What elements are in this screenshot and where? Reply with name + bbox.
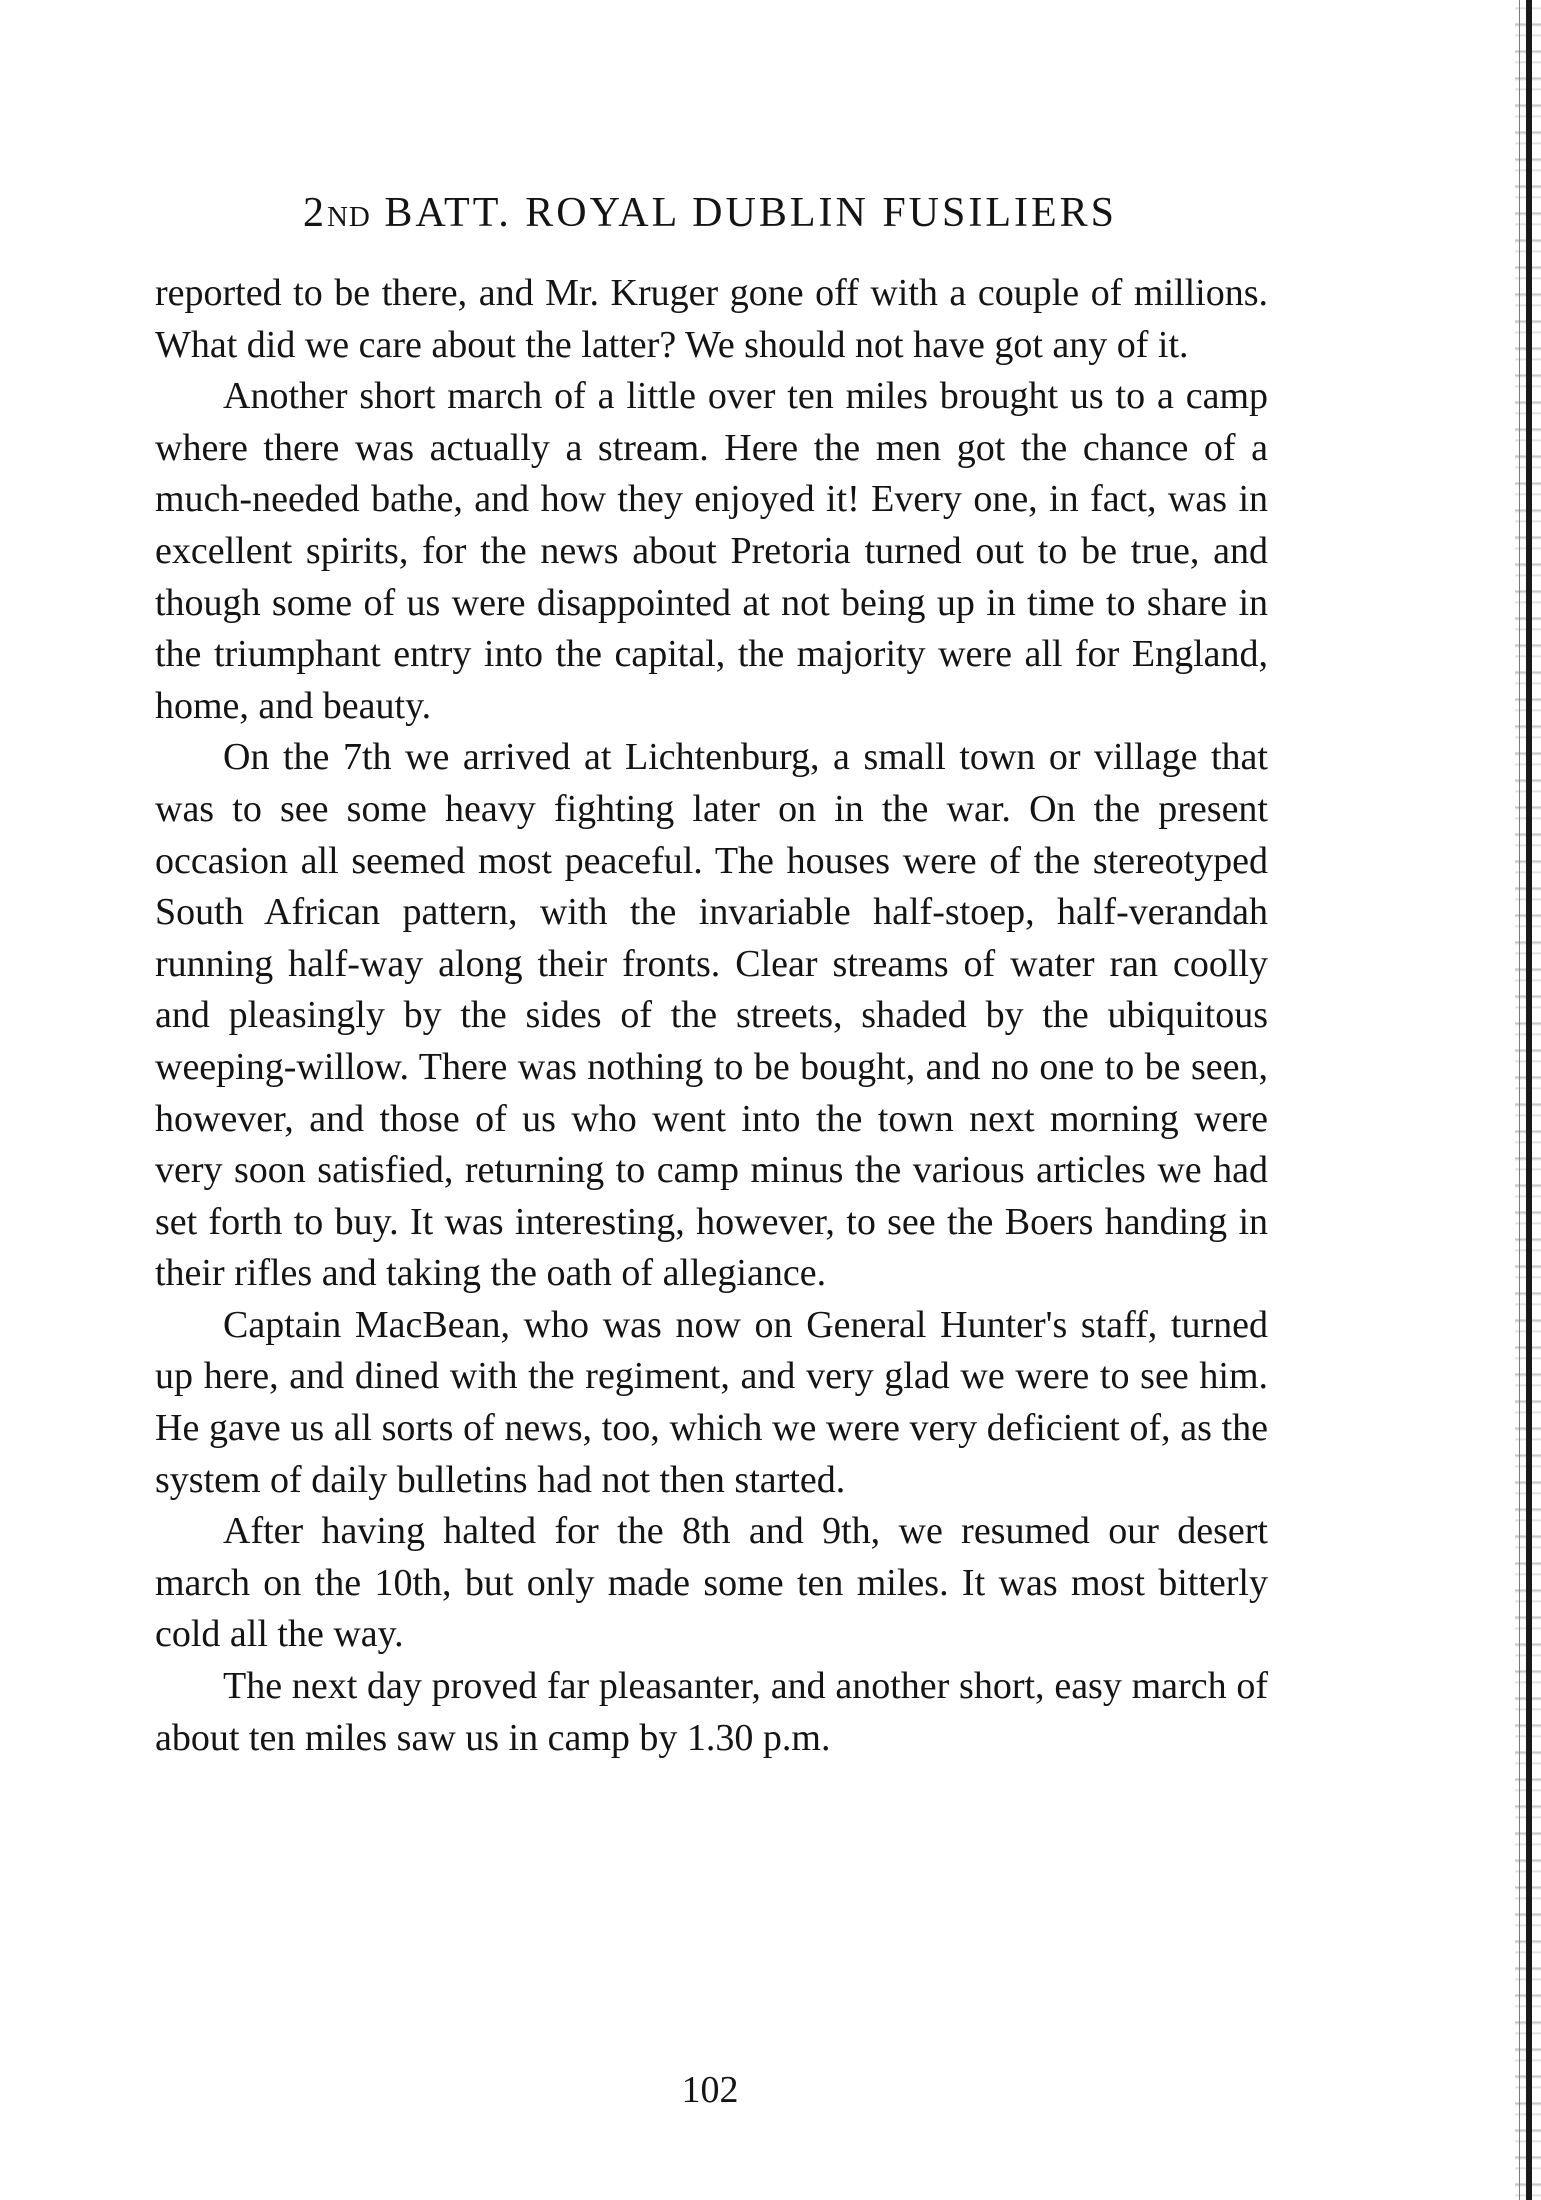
- binding-rule-dark: [1526, 0, 1532, 2200]
- running-head-title: BATT. ROYAL DUBLIN FUSILIERS: [370, 190, 1118, 236]
- paragraph-2: Another short march of a little over ten miles brought us to a camp where there was actually a stream. Here the men got the chance of a much-needed bathe, and how they enjoyed it! Every one, in fact, was in excellent spirits, for the news about Pretoria turned out to be true, and though some of us were disappointed at not being up in time to share in the triumphant entry into the capital, the majority were all for England, home, and beauty.: [155, 375, 1268, 727]
- binding-edge: [1515, 0, 1541, 2200]
- binding-rule-thin: [1519, 0, 1520, 2200]
- paragraph-3: On the 7th we arrived at Lichtenburg, a small town or village that was to see some heavy fighting later on in the war. On the present occasion all seemed most peaceful. The houses were of the stereotyped South African pattern, with the invariable half-stoep, half-verandah running half-way along their fronts. Clear streams of water ran coolly and pleasingly by the sides of the streets, shaded by the ubiquitous weeping-willow. There was nothing to be bought, and no one to be seen, however, and those of us who went into the town next morning were very soon satisfied, returning to camp minus the various articles we had set forth to buy. It was interesting, however, to see the Boers handing in their rifles and taking the oath of allegiance.: [155, 736, 1268, 1295]
- paragraph-6: The next day proved far pleasanter, and another short, easy march of about ten miles saw us in camp by 1.30 p.m.: [155, 1665, 1268, 1759]
- running-head-number: 2: [302, 190, 327, 236]
- page-number: 102: [681, 2069, 739, 2111]
- paragraph-4: Captain MacBean, who was now on General Hunter's staff, turned up here, and dined with the regiment, and very glad we were to see him. He gave us all sorts of news, too, which we were very deficient of, as the system of daily bulletins had not then started.: [155, 1303, 1268, 1501]
- paragraph-1: reported to be there, and Mr. Kruger gone off with a couple of millions. What did we care about the latter? We should not have got any of it.: [155, 272, 1268, 366]
- running-head: [150, 183, 1270, 247]
- running-head-suffix: ND: [326, 201, 371, 233]
- body-text: [155, 268, 1268, 1764]
- paragraph-5: After having halted for the 8th and 9th, we resumed our desert march on the 10th, but only made some ten miles. It was most bitterly cold all the way.: [155, 1510, 1268, 1656]
